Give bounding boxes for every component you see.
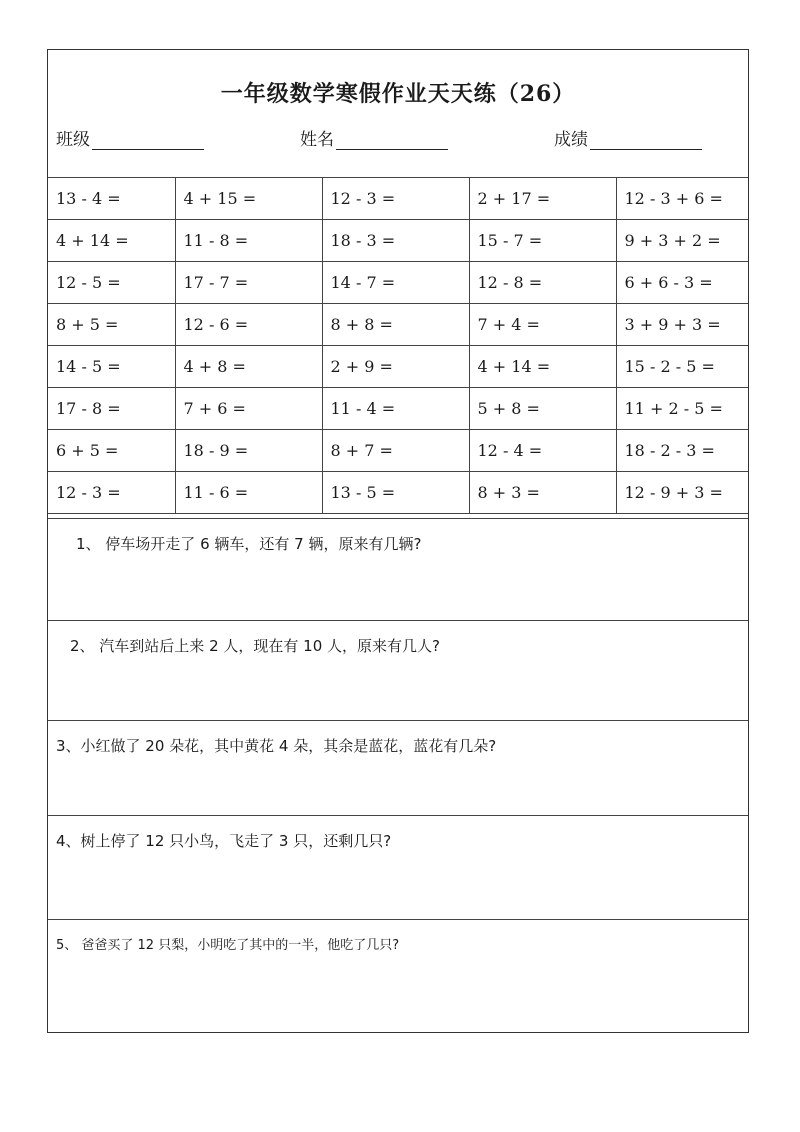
equation-cell: 14 - 5 = <box>48 346 175 388</box>
equation-cell: 5 + 8 = <box>469 388 616 430</box>
class-blank[interactable] <box>92 131 204 150</box>
equation-cell: 7 + 6 = <box>175 388 322 430</box>
equation-cell: 11 - 4 = <box>322 388 469 430</box>
name-field <box>300 125 448 150</box>
equation-cell: 18 - 3 = <box>322 220 469 262</box>
word-problem-4 <box>48 815 748 919</box>
equation-cell: 8 + 7 = <box>322 430 469 472</box>
equation-cell: 13 - 4 = <box>48 178 175 220</box>
equation-cell: 6 + 6 - 3 = <box>616 262 748 304</box>
name-blank[interactable] <box>336 131 448 150</box>
equation-cell: 12 - 5 = <box>48 262 175 304</box>
equation-cell: 18 - 9 = <box>175 430 322 472</box>
equation-cell: 14 - 7 = <box>322 262 469 304</box>
equation-cell: 7 + 4 = <box>469 304 616 346</box>
equation-cell: 4 + 14 = <box>48 220 175 262</box>
word-problem-text: 2、 汽车到站后上来 2 人，现在有 10 人，原来有几人? <box>70 637 440 655</box>
word-problem-text: 3、小红做了 20 朵花，其中黄花 4 朵，其余是蓝花，蓝花有几朵? <box>56 737 497 755</box>
equation-cell: 3 + 9 + 3 = <box>616 304 748 346</box>
equation-cell: 17 - 7 = <box>175 262 322 304</box>
equation-cell: 17 - 8 = <box>48 388 175 430</box>
table-row <box>48 346 748 388</box>
equation-cell: 15 - 2 - 5 = <box>616 346 748 388</box>
equation-cell: 12 - 4 = <box>469 430 616 472</box>
worksheet <box>47 49 749 1033</box>
equation-cell: 12 - 9 + 3 = <box>616 472 748 514</box>
equation-cell: 8 + 5 = <box>48 304 175 346</box>
arithmetic-grid <box>48 177 748 514</box>
table-row <box>48 220 748 262</box>
equation-cell: 9 + 3 + 2 = <box>616 220 748 262</box>
equation-cell: 11 + 2 - 5 = <box>616 388 748 430</box>
equation-cell: 2 + 9 = <box>322 346 469 388</box>
table-row <box>48 388 748 430</box>
score-blank[interactable] <box>590 131 702 150</box>
equation-cell: 18 - 2 - 3 = <box>616 430 748 472</box>
table-row <box>48 262 748 304</box>
equation-cell: 12 - 8 = <box>469 262 616 304</box>
equation-cell: 12 - 6 = <box>175 304 322 346</box>
equation-cell: 11 - 6 = <box>175 472 322 514</box>
score-label: 成绩 <box>554 130 588 150</box>
word-problem-1 <box>48 518 748 620</box>
table-row <box>48 472 748 514</box>
equation-cell: 2 + 17 = <box>469 178 616 220</box>
word-problem-5 <box>48 919 748 1032</box>
equation-cell: 8 + 8 = <box>322 304 469 346</box>
class-label: 班级 <box>56 130 90 150</box>
equation-cell: 4 + 8 = <box>175 346 322 388</box>
table-row <box>48 430 748 472</box>
equation-cell: 12 - 3 = <box>48 472 175 514</box>
equation-cell: 4 + 15 = <box>175 178 322 220</box>
word-problem-2 <box>48 620 748 720</box>
name-label: 姓名 <box>300 130 334 150</box>
word-problem-3 <box>48 720 748 815</box>
equation-cell: 4 + 14 = <box>469 346 616 388</box>
table-row <box>48 304 748 346</box>
equation-cell: 6 + 5 = <box>48 430 175 472</box>
equation-cell: 12 - 3 + 6 = <box>616 178 748 220</box>
student-info-row <box>48 125 748 153</box>
equation-cell: 11 - 8 = <box>175 220 322 262</box>
equation-cell: 15 - 7 = <box>469 220 616 262</box>
score-field <box>554 125 702 150</box>
equation-cell: 8 + 3 = <box>469 472 616 514</box>
table-row <box>48 178 748 220</box>
worksheet-title: 一年级数学寒假作业天天练（26） <box>220 81 576 107</box>
equation-cell: 12 - 3 = <box>322 178 469 220</box>
equation-cell: 13 - 5 = <box>322 472 469 514</box>
word-problem-text: 5、 爸爸买了 12 只梨，小明吃了其中的一半，他吃了几只? <box>56 938 400 953</box>
class-field <box>56 125 204 150</box>
word-problem-text: 4、树上停了 12 只小鸟，飞走了 3 只，还剩几只? <box>56 832 392 850</box>
word-problem-text: 1、 停车场开走了 6 辆车，还有 7 辆，原来有几辆? <box>76 535 422 553</box>
